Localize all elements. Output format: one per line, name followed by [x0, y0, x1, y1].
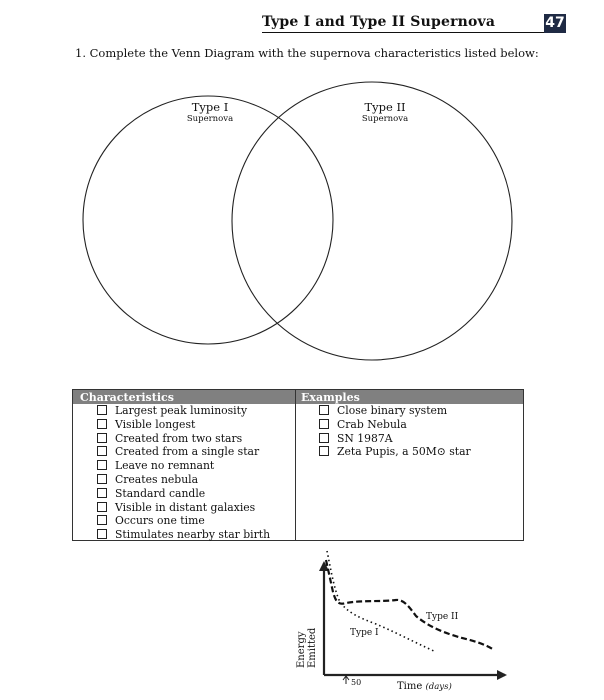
x-axis-unit: (days) — [425, 682, 452, 692]
venn-type-1-subtitle: Supernova — [186, 114, 234, 124]
instruction-text: 1. Complete the Venn Diagram with the supernova characteristics listed below: — [75, 46, 539, 60]
characteristic-label: Created from a single star — [115, 445, 260, 459]
example-label: Crab Nebula — [337, 417, 407, 431]
page-number-badge: 47 — [545, 15, 565, 31]
characteristic-label: Visible in distant galaxies — [115, 500, 256, 514]
characteristics-header: Characteristics — [80, 391, 174, 404]
y-axis-label: Energy Emitted — [296, 627, 318, 668]
characteristic-label: Largest peak luminosity — [115, 404, 248, 417]
x-axis-title: Time — [397, 681, 423, 692]
examples-header: Examples — [301, 391, 360, 404]
venn-type-2-subtitle: Supernova — [361, 114, 409, 124]
example-label: Close binary system — [337, 404, 448, 417]
characteristic-label: Stimulates nearby star birth — [115, 528, 271, 542]
type-1-curve-label: Type I — [350, 628, 379, 638]
example-label: Zeta Pupis, a 50M⊙ star — [337, 445, 471, 459]
page-title: Type I and Type II Supernova — [262, 14, 496, 30]
characteristic-label: Visible longest — [115, 417, 196, 431]
example-label: SN 1987A — [337, 431, 393, 445]
characteristic-label: Leave no remnant — [115, 459, 215, 473]
type-2-curve-label: Type II — [426, 612, 459, 622]
tick-50-label: 50 — [351, 678, 362, 687]
characteristic-label: Occurs one time — [115, 514, 205, 528]
venn-type-2-title: Type II — [364, 100, 406, 114]
type-1-curve — [327, 551, 436, 652]
characteristic-label: Creates nebula — [115, 472, 199, 486]
characteristic-label: Standard candle — [115, 486, 206, 500]
x-axis-label — [397, 681, 452, 692]
venn-type-1-title: Type I — [191, 100, 229, 114]
characteristic-label: Created from two stars — [115, 431, 243, 445]
